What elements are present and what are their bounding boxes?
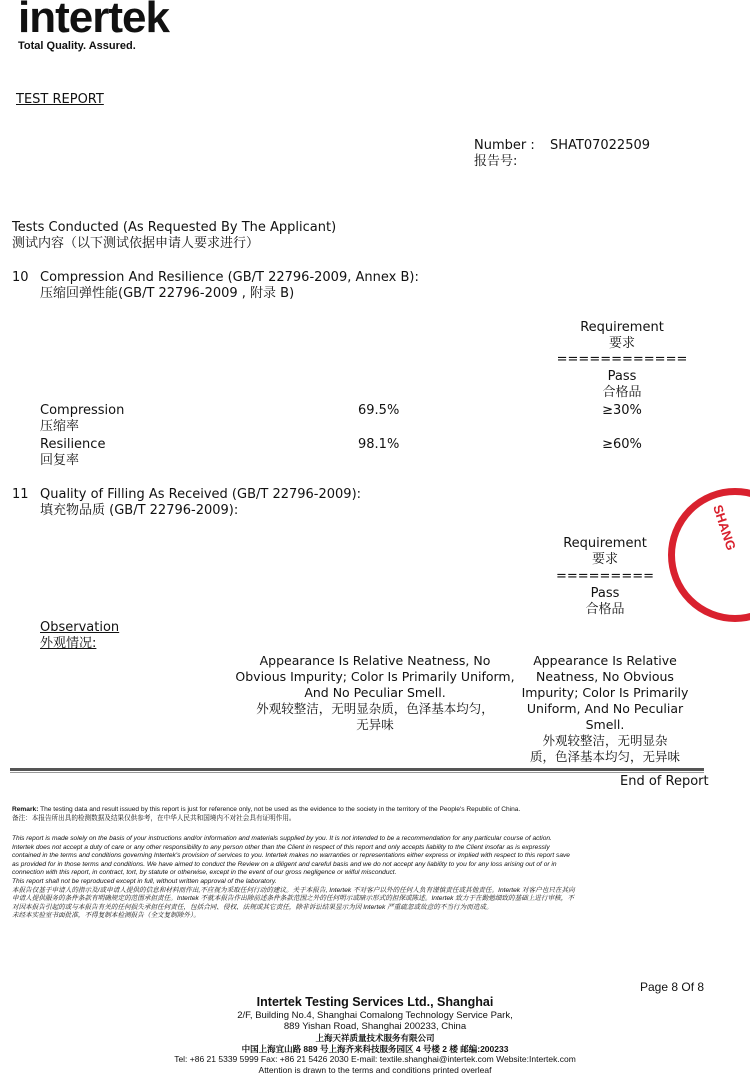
requirement-line: Appearance Is Relative (533, 653, 677, 668)
result-line-cn: 外观较整洁，无明显杂质，色泽基本均匀， (256, 701, 494, 716)
page-number: Page 8 Of 8 (640, 980, 705, 994)
s11-pass-label: Pass (590, 586, 620, 601)
compression-requirement: ≥30% (602, 403, 642, 418)
remark-text: The testing data and result issued by this report is just for reference only, not be used as the evidence to the society in the territory of the People's Republic of China. (38, 806, 521, 813)
section-10-title: Compression And Resilience (GB/T 22796-2009, Annex B): (40, 270, 419, 285)
section-11-title: Quality of Filling As Received (GB/T 22796-2009): (40, 487, 362, 502)
section-11-title-cn: 填充物品质 (GB/T 22796-2009): (40, 503, 239, 518)
stamp-text: SHANG (710, 502, 739, 553)
resilience-value: 98.1% (358, 437, 400, 452)
remark-en (12, 806, 520, 815)
section-11-number: 11 (12, 487, 29, 502)
report-title: TEST REPORT (16, 92, 104, 107)
disclaimer-line: contained in the terms and conditions governing Intertek's provision of services to you. Intertek makes no warranties or representations either express or implied with respect to this report save (12, 852, 570, 860)
logo-tagline: Total Quality. Assured. (18, 40, 136, 52)
s11-requirement-label: Requirement (563, 536, 647, 551)
disclaimer-en (12, 835, 575, 921)
compression-label: Compression (40, 403, 125, 418)
tests-heading-cn: 测试内容（以下测试依据申请人要求进行） (12, 236, 260, 251)
observation-result (233, 653, 517, 733)
s10-requirement-label-cn: 要求 (608, 336, 635, 351)
result-line: Appearance Is Relative Neatness, No (259, 653, 491, 668)
footer-contact: Tel: +86 21 5339 5999 Fax: +86 21 5426 2030 E-mail: textile.shanghai@intertek.com Website:Intertek.com (174, 1054, 576, 1064)
remark-cn: 备注：本报告所出具的检测数据及结果仅供参考，在中华人民共和国境内不对社会具有证明作用。 (12, 815, 296, 822)
observation-label-cn: 外观情况: (40, 636, 97, 651)
end-of-report: End of Report (620, 774, 709, 789)
s11-pass-label-cn: 合格品 (585, 602, 625, 617)
result-line: Obvious Impurity; Color Is Primarily Uniform, (235, 669, 515, 684)
footer-address-1: 2/F, Building No.4, Shanghai Comalong Technology Service Park, (237, 1010, 513, 1021)
requirement-line-cn: 质，色泽基本均匀，无异味 (529, 749, 680, 764)
s10-pass-label: Pass (607, 369, 637, 384)
seal-stamp-icon (668, 488, 750, 622)
end-rule-thick (10, 768, 704, 771)
requirement-line-cn: 外观较整洁，无明显杂 (542, 733, 668, 748)
requirement-line: Neatness, No Obvious (536, 669, 674, 684)
result-line-cn: 无异味 (356, 717, 394, 732)
disclaimer-line: This report shall not be reproduced except in full, without written approval of the laboratory. (12, 877, 277, 885)
intertek-logo: intertek (18, 0, 169, 42)
footer-attention: Attention is drawn to the terms and conditions printed overleaf (258, 1065, 492, 1075)
compression-label-cn: 压缩率 (40, 419, 80, 434)
disclaimer-line: as provided for in those terms and conditions. We have aimed to conduct the Review on a diligent and careful basis and we do not accept any liability to you for any loss arising out of or in (12, 860, 557, 868)
s10-divider: ============ (556, 352, 688, 367)
end-rule-thin (10, 772, 704, 773)
disclaimer-line: Intertek does not accept a duty of care or any other responsibility to any person other than the Client in respect of this report and only accepts liability to the Client insofar as is expressly (12, 843, 550, 851)
result-line: And No Peculiar Smell. (304, 685, 446, 700)
remark-label: Remark: (12, 806, 39, 813)
observation-label: Observation (40, 620, 120, 635)
disclaimer-line-cn: 未经本实验室书面批准，不得复制本检测报告（全文复制除外）。 (12, 912, 200, 920)
footer-company: Intertek Testing Services Ltd., Shanghai (256, 995, 494, 1009)
section-10-number: 10 (12, 270, 29, 285)
disclaimer-line-cn: 本报告仅基于申请人的指示及/或申请人提供的信息和材料而作出,不应视为采取任何行动的建议。关于本报告, Intertek 不对客户以外的任何人负有谨慎责任或其他责任。Intertek 对客户也只在其向 (12, 886, 575, 894)
requirement-line: Uniform, And No Peculiar (526, 701, 684, 716)
compression-value: 69.5% (358, 403, 400, 418)
footer-address-2: 889 Yishan Road, Shanghai 200233, China (283, 1021, 467, 1032)
disclaimer-line: This report is made solely on the basis of your instructions and/or information and materials supplied by you. It is not intended to be a recommendation for any particular course of action. (12, 835, 552, 842)
disclaimer-line-cn: 对因本报告引起的或与本报告有关的任何损失承担任何责任，包括合同、侵权、法规或其它责任，除非诉讼结果显示为因 Intertek 严重疏忽或故意的不当行为而造成。 (12, 903, 493, 911)
s10-pass-label-cn: 合格品 (602, 385, 642, 400)
number-label-cn: 报告号: (474, 154, 518, 169)
observation-requirement (520, 653, 690, 765)
footer-company-cn: 上海天祥质量技术服务有限公司 (315, 1033, 435, 1043)
s10-requirement-label: Requirement (580, 320, 664, 335)
section-10-title-cn: 压缩回弹性能(GB/T 22796-2009 , 附录 B) (40, 286, 295, 301)
report-number: SHAT07022509 (550, 138, 651, 153)
footer-address-cn: 中国上海宜山路 889 号上海齐来科技服务园区 4 号楼 2 楼 邮编:200233 (241, 1044, 509, 1054)
disclaimer-line-cn: 申请人提供服务的条件条款有明确规定的范围承担责任。Intertek 不就本报告作出除前述条件条款范围之外的任何明示或暗示形式的担保或陈述。Intertek 致力于在勤勉细致的基础上进行审核，不 (12, 895, 574, 903)
number-label: Number : (474, 138, 535, 153)
resilience-requirement: ≥60% (602, 437, 642, 452)
resilience-label-cn: 回复率 (40, 453, 80, 468)
s11-requirement-label-cn: 要求 (591, 552, 618, 567)
resilience-label: Resilience (40, 437, 106, 452)
disclaimer-line: connection with this report, in contract, tort, by statute or otherwise, except in the event of our gross negligence or wilful misconduct. (12, 869, 397, 877)
requirement-line: Smell. (585, 717, 625, 732)
s11-divider: ========= (555, 569, 655, 584)
tests-heading: Tests Conducted (As Requested By The Applicant) (12, 220, 337, 235)
requirement-line: Impurity; Color Is Primarily (521, 685, 689, 700)
